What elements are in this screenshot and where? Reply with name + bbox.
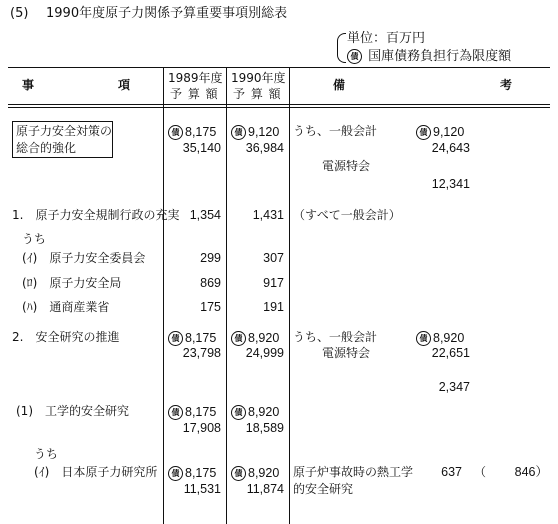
row2-note-electric-value: 22,651 <box>431 346 470 360</box>
total-note-general-debt: 債 9,120 <box>416 125 464 140</box>
row2-1a-1990-value: 11,874 <box>246 482 284 496</box>
debt-mark-icon: 債 <box>231 331 246 346</box>
uchi-label-2: うち <box>34 447 59 461</box>
row2-note-other-value: 2,347 <box>438 380 470 394</box>
row1c-1989: 175 <box>200 300 221 314</box>
total-1989-debt: 債 8,175 <box>168 125 216 140</box>
page-title: 1990年度原子力関係予算重要事項別総表 <box>46 6 288 21</box>
row2-1a-1989-debt: 債 8,175 <box>168 466 216 481</box>
row2-1989-value: 23,798 <box>182 346 221 360</box>
row2-1-1990-value: 18,589 <box>245 421 284 435</box>
unit-label: 単位：百万円 <box>347 31 426 46</box>
row2-1a-note-value: 637 <box>441 465 462 479</box>
row2-1-1990-debt: 債 8,920 <box>231 405 279 420</box>
row1c-label: (ﾊ) 通商産業省 <box>22 300 110 314</box>
row2-1a-note-line2: 的安全研究 <box>293 482 354 496</box>
row1c-1990: 191 <box>263 300 284 314</box>
unit-bracket <box>337 33 346 63</box>
total-note-general-value: 24,643 <box>431 141 470 155</box>
debt-mark-icon: 債 <box>168 125 183 140</box>
debt-mark-icon: 債 <box>347 49 362 64</box>
row1a-1990: 307 <box>263 251 284 265</box>
row2-label: 2. 安全研究の推進 <box>12 330 120 344</box>
header-note-left: 備 <box>333 78 346 92</box>
row2-note-electric: 電源特会 <box>322 346 371 360</box>
total-1990-debt: 債 9,120 <box>231 125 279 140</box>
debt-mark-icon: 債 <box>168 405 183 420</box>
header-1989-top: 1989年度 <box>168 71 223 85</box>
row1b-1989: 869 <box>200 276 221 290</box>
debt-mark-icon: 債 <box>231 405 246 420</box>
total-1989-value: 35,140 <box>182 141 221 155</box>
row2-1a-label: (ｲ) 日本原子力研究所 <box>34 465 158 479</box>
row1-label: 1. 原子力安全規制行政の充実 <box>12 208 180 222</box>
column-divider-2 <box>226 67 227 524</box>
header-1989-bottom: 予 算 額 <box>170 87 219 101</box>
row2-1a-note-line1: 原子炉事故時の熱工学 <box>293 465 414 479</box>
total-note-electric-value: 12,341 <box>431 177 470 191</box>
row2-1-label: (1) 工学的安全研究 <box>16 404 129 418</box>
debt-mark-icon: 債 <box>168 331 183 346</box>
row2-1a-1990-debt: 債 8,920 <box>231 466 279 481</box>
column-divider-1 <box>163 67 164 524</box>
total-label-line1: 原子力安全対策の <box>16 124 113 138</box>
header-note-right: 考 <box>500 78 513 92</box>
header-item: 事 項 <box>22 78 131 92</box>
table-top-rule <box>8 67 550 68</box>
row2-note-general: うち、一般会計 <box>293 330 378 344</box>
debt-mark-icon: 債 <box>168 466 183 481</box>
row2-1989-debt: 債 8,175 <box>168 331 216 346</box>
debt-mark-icon: 債 <box>416 331 431 346</box>
column-divider-3 <box>289 67 290 524</box>
debt-mark-icon: 債 <box>231 466 246 481</box>
row2-1a-note-paren-value: 846） <box>514 465 548 479</box>
row1-1990: 1,431 <box>252 208 284 222</box>
debt-mark-icon: 債 <box>231 125 246 140</box>
row2-1990-value: 24,999 <box>245 346 284 360</box>
total-note-general: うち、一般会計 <box>293 124 378 138</box>
total-note-electric: 電源特会 <box>322 159 371 173</box>
debt-mark-icon: 債 <box>416 125 431 140</box>
section-number: (5) <box>10 6 29 21</box>
unit-note-text: 国庫債務負担行為限度額 <box>368 49 512 64</box>
total-label-line2: 総合的強化 <box>16 141 77 155</box>
header-rule-double <box>8 107 550 108</box>
row1a-1989: 299 <box>200 251 221 265</box>
row2-1a-1989-value: 11,531 <box>183 482 221 496</box>
row1-1989: 1,354 <box>189 208 221 222</box>
row2-1-1989-debt: 債 8,175 <box>168 405 216 420</box>
row1b-label: (ﾛ) 原子力安全局 <box>22 276 122 290</box>
row2-note-general-debt: 債 8,920 <box>416 331 464 346</box>
uchi-label-1: うち <box>22 232 47 246</box>
row1-note: （すべて一般会計） <box>293 208 401 222</box>
header-1990-top: 1990年度 <box>231 71 286 85</box>
row1a-label: (ｲ) 原子力安全委員会 <box>22 251 146 265</box>
row2-1-1989-value: 17,908 <box>182 421 221 435</box>
unit-note <box>347 49 511 64</box>
header-1990-bottom: 予 算 額 <box>233 87 282 101</box>
row2-1a-note-paren-open: （ <box>474 465 487 479</box>
header-rule <box>8 104 550 105</box>
total-1990-value: 36,984 <box>245 141 284 155</box>
row1b-1990: 917 <box>263 276 284 290</box>
row2-1990-debt: 債 8,920 <box>231 331 279 346</box>
